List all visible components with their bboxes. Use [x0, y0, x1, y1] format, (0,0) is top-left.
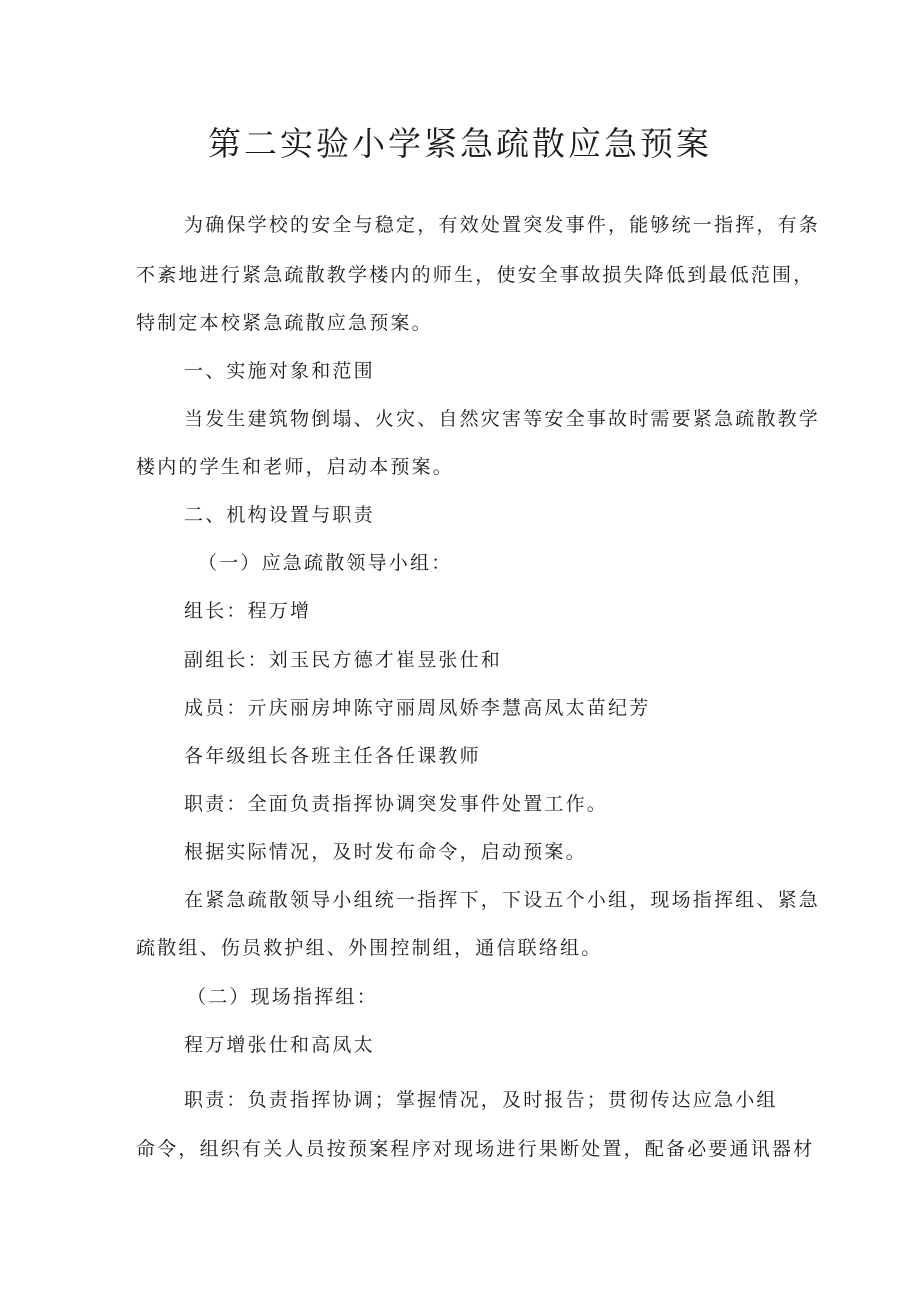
paragraph-command-duty-line-1: 职责：负责指挥协调；掌握情况，及时报告；贯彻传达应急小组 [184, 1089, 778, 1111]
leader-line: 组长：程万增 [184, 600, 312, 622]
deputy-leader-line: 副组长：刘玉民方德才崔昱张仕和 [184, 649, 503, 671]
duty-line-2: 根据实际情况，及时发布命令，启动预案。 [184, 841, 587, 863]
paragraph-command-duty-line-2: 命令，组织有关人员按预案程序对现场进行果断处置，配备必要通讯器材 [136, 1138, 815, 1160]
paragraph-intro-line-3: 特制定本校紧急疏散应急预案。 [136, 312, 433, 334]
members-line-2: 各年级组长各班主任各任课教师 [184, 745, 481, 767]
paragraph-scope-line-1: 当发生建筑物倒塌、火灾、自然灾害等安全事故时需要紧急疏散教学 [184, 408, 821, 430]
paragraph-intro-line-1: 为确保学校的安全与稳定，有效处置突发事件，能够统一指挥，有条 [184, 214, 821, 236]
paragraph-groups-line-1: 在紧急疏散领导小组统一指挥下，下设五个小组，现场指挥组、紧急 [184, 889, 821, 911]
section-heading-2: 二、机构设置与职责 [184, 504, 375, 526]
section-heading-1: 一、实施对象和范围 [184, 360, 375, 382]
paragraph-scope-line-2: 楼内的学生和老师，启动本预案。 [136, 456, 455, 478]
duty-line-1: 职责：全面负责指挥协调突发事件处置工作。 [184, 793, 609, 815]
subsection-heading-1: （一）应急疏散领导小组： [198, 552, 453, 574]
paragraph-groups-line-2: 疏散组、伤员救护组、外围控制组，通信联络组。 [136, 937, 603, 959]
document-title: 第二实验小学紧急疏散应急预案 [208, 124, 712, 163]
command-group-members: 程万增张仕和高凤太 [184, 1034, 375, 1056]
members-line: 成员：亓庆丽房坤陈守丽周凤娇李慧高凤太苗纪芳 [184, 697, 651, 719]
subsection-heading-2: （二）现场指挥组： [187, 986, 378, 1008]
paragraph-intro-line-2: 不紊地进行紧急疏散教学楼内的师生，使安全事故损失降低到最低范围， [136, 264, 815, 286]
